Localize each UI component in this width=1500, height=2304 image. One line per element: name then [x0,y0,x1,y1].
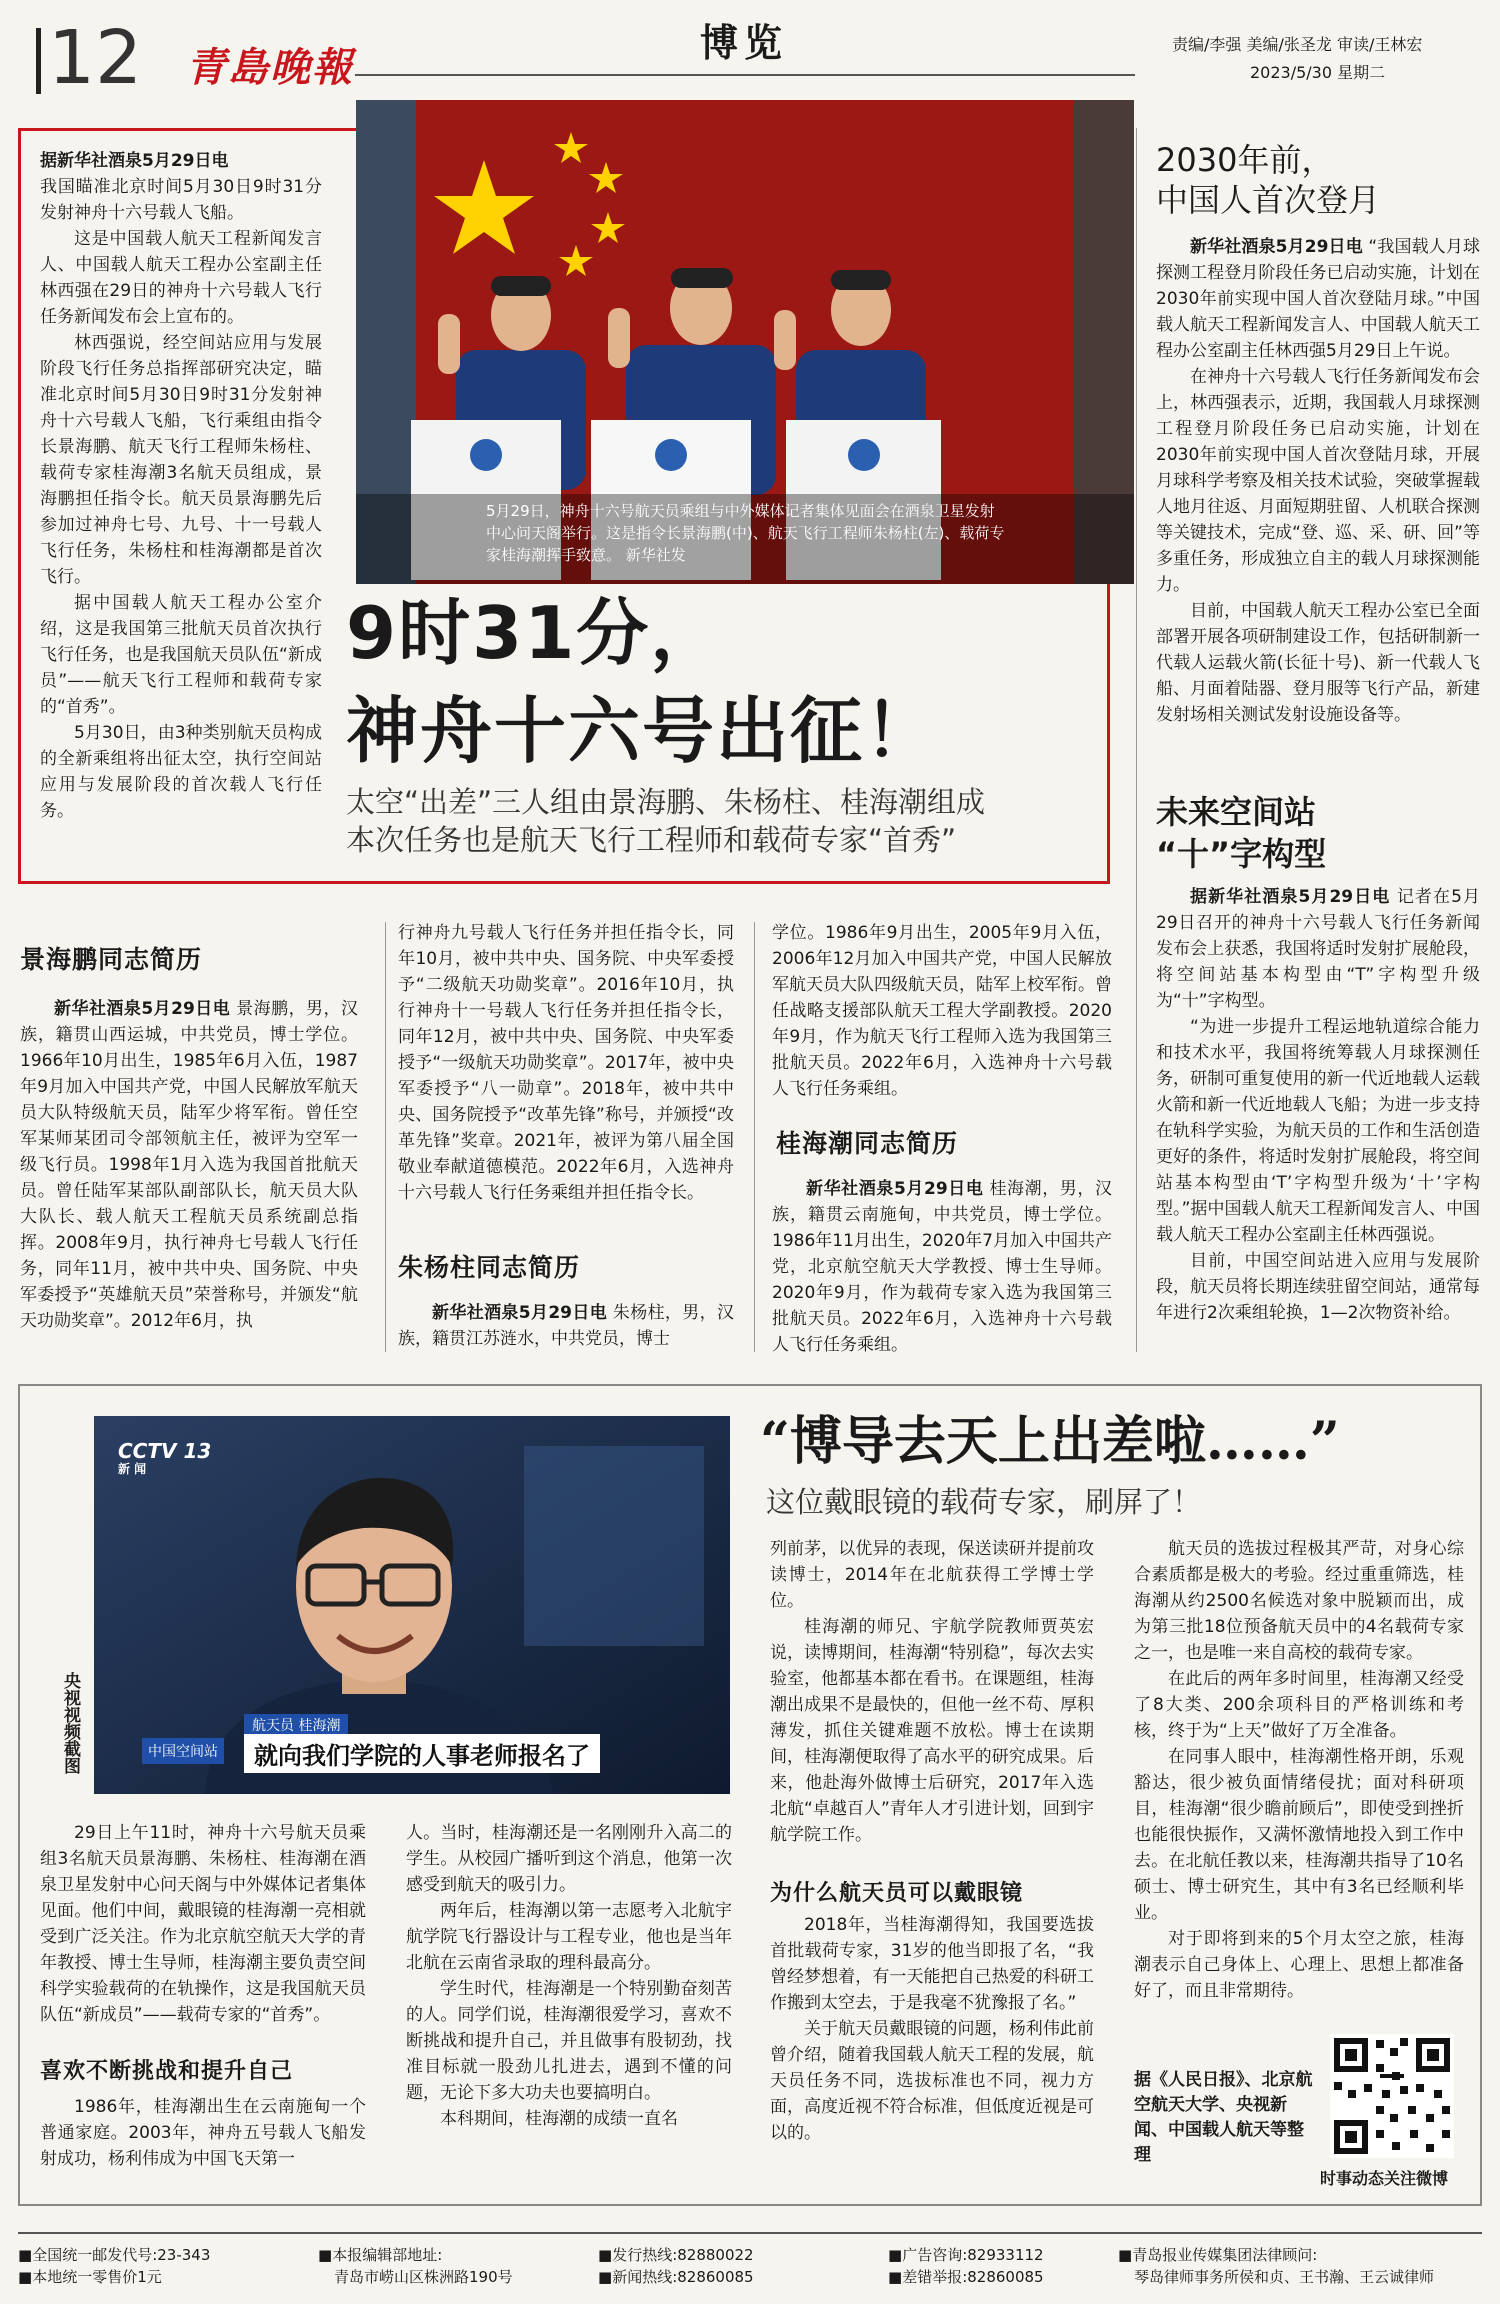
feature-col1-after [40,2094,366,2172]
lead-intro-column [40,148,322,824]
bio-gui-lead: 桂海潮，男，汉族，籍贯云南施甸，中共党员，博士学位。1986年11月出生，2020年7月加入中国共产党，北京航空航天大学教授、博士生导师。2020年9月，作为载荷专家入选为我国第三批航天员。2022年6月，入选神舟十六号载人飞行任务乘组。 [772,1179,1112,1355]
feature-col3-after-p2: 关于航天员戴眼镜的问题，杨利伟此前曾介绍，随着我国载人航天工程的发展，航天员任务不同，选拔标准也不同，视力方面，高度近视不符合标准，但低度近视是可以的。 [770,2019,1094,2143]
station-story-body [1156,884,1480,1326]
moon-lead: “我国载人月球探测工程登月阶段任务已启动实施，计划在2030年前实现中国人首次登陆月球。”中国载人航天工程新闻发言人、中国载人航天工程办公室副主任林西强5月29日上午说。 [1156,237,1480,361]
paper-name-logo: 青島晚報 [186,44,354,91]
footer-rule [18,2232,1482,2234]
footer-address-label: ■本报编辑部地址: [318,2246,443,2264]
feature-col3 [770,1536,1094,1848]
qr-code-icon [1330,2034,1454,2158]
bio-zhu-continued [772,920,1112,1102]
feature-col2-p2: 两年后，桂海潮以第一志愿考入北航宇航学院飞行器设计与工程专业，他也是当年北航在云南省录取的理科最高分。 [406,1901,732,1973]
cctv-logo [118,1440,211,1476]
lead-intro-p3: 林西强说，经空间站应用与发展阶段飞行任务总指挥部研究决定，瞄准北京时间5月30日9时31分发射神舟十六号载人飞船，飞行乘组由指令长景海鹏、航天飞行工程师朱杨柱、载荷专家桂海潮3名航天员组成，景海鹏担任指令长。航天员景海鹏先后参加过神舟七号、九号、十一号载人飞行任务，朱杨柱和桂海潮都是首次飞行。 [40,333,322,587]
photo-credit-vertical: 央视视频截图 [60,1672,80,1774]
page-number: 12 [48,15,143,101]
footer-distribution-hotline: ■发行热线:82880022 [598,2246,754,2264]
feature-col4 [1134,1536,1464,2004]
footer-address: 青岛市崂山区株洲路190号 [334,2268,513,2286]
lead-photo-caption: 5月29日，神舟十六号航天员乘组与中外媒体记者集体见面会在酒泉卫星发射中心问天阁举行。这是指令长景海鹏(中)、航天飞行工程师朱杨柱(左)、载荷专家桂海潮挥手致意。 新华社发 [486,502,1005,564]
feature-col1 [40,1820,366,2028]
cctv-logo-text: CCTV 13 [118,1439,212,1463]
bio-zhu-body [398,1300,734,1352]
lead-deck-line1: 太空“出差”三人组由景海鹏、朱杨柱、桂海潮组成 [346,785,986,819]
feature-subhead: 这位戴眼镜的载荷专家，刷屏了！ [766,1485,1202,1519]
issue-date: 2023/5/30 星期二 [1250,63,1386,82]
feature-col3-subhead: 为什么航天员可以戴眼镜 [770,1881,1024,1906]
feature-source: 据《人民日报》、北京航空航天大学、央视新闻、中国载人航天等整理 [1134,2070,1313,2165]
lead-intro-p1: 我国瞄准北京时间5月30日9时31分发射神舟十六号载人飞船。 [40,177,322,223]
qr-code[interactable] [1330,2034,1454,2158]
bio-gui-dateline: 新华社酒泉5月29日电 [806,1179,984,1199]
feature-col2 [406,1820,732,2132]
section-title: 博览 [700,20,789,65]
station-story-title-2: “十”字构型 [1156,835,1327,873]
qr-caption: 时事动态关注微博 [1320,2169,1449,2188]
feature-col4-p3: 在同事人眼中，桂海潮性格开朗，乐观豁达，很少被负面情绪侵扰；面对科研项目，桂海潮“很少瞻前顾后”，即使受到挫折也能很快振作，又满怀激情地投入到工作中去。在北航任教以来，桂海潮共指导了10名硕士、博士研究生，其中有3名已经顺利毕业。 [1134,1747,1464,1923]
lead-headline-line1: 9时31分， [346,591,725,675]
lead-intro-p2: 这是中国载人航天工程新闻发言人、中国载人航天工程办公室副主任林西强在29日的神舟十六号载人飞行任务新闻发布会上宣布的。 [40,229,322,327]
feature-col1-p1: 29日上午11时，神舟十六号航天员乘组3名航天员景海鹏、朱杨柱、桂海潮在酒泉卫星发射中心问天阁与中外媒体记者集体见面。他们中间，戴眼镜的桂海潮一亮相就受到广泛关注。作为北京航空航天大学的青年教授、博士生导师，桂海潮主要负责空间科学实验载荷的在轨操作，这是我国航天员队伍“新成员”——载荷专家的“首秀”。 [40,1823,366,2025]
footer-col-5 [1118,2244,1482,2288]
feature-col1-after-p1: 1986年，桂海潮出生在云南施甸一个普通家庭。2003年，神舟五号载人飞船发射成功，杨利伟成为中国飞天第一 [40,2097,366,2169]
footer-col-3 [598,2244,898,2288]
bio-jing-body [20,996,358,1334]
editor-credits: 责编/李强 美编/张圣龙 审读/王林宏 [1172,35,1423,54]
moon-story-body [1156,234,1480,728]
feature-col4-p4: 对于即将到来的5个月太空之旅，桂海潮表示自己身体上、心理上、思想上都准备好了，而且非常期待。 [1134,1929,1464,2001]
lead-deck-line2: 本次任务也是航天飞行工程师和载荷专家“首秀” [346,823,957,857]
tv-subtitle: 就向我们学院的人事老师报名了 [244,1734,600,1773]
station-p2: 目前，中国空间站进入应用与发展阶段，航天员将长期连续驻留空间站，通常每年进行2次乘组轮换，1—2次物资补给。 [1156,1251,1480,1323]
header-rule [355,74,1135,76]
bios-divider-1 [385,922,386,1352]
cctv-logo-sub: 新 闻 [118,1462,147,1476]
feature-col4-p1: 航天员的选拔过程极其严苛，对身心综合素质都是极大的考验。经过重重筛选，桂海潮从约2500名候选对象中脱颖而出，成为第三批18位预备航天员中的4名载荷专家之一，也是唯一来自高校的载荷专家。 [1134,1539,1464,1663]
bio-zhu-cont-text: 学位。1986年9月出生，2005年9月入伍，2006年12月加入中国共产党，中国人民解放军航天员大队四级航天员，陆军上校军衔。曾任战略支援部队航天工程大学副教授。2020年9月，作为航天飞行工程师入选为我国第三批航天员。2022年6月，入选神舟十六号载人飞行任务乘组。 [772,923,1112,1099]
feature-col3-p1: 列前茅，以优异的表现，保送读研并提前攻读博士，2014年在北航获得工学博士学位。 [770,1539,1094,1611]
bios-divider-2 [754,922,755,1352]
lead-headline-line2: 神舟十六号出征！ [346,689,939,773]
footer-col-2 [318,2244,618,2288]
footer-price: ■本地统一零售价1元 [18,2268,162,2286]
feature-col2-p3: 学生时代，桂海潮是一个特别勤奋刻苦的人。同学们说，桂海潮很爱学习，喜欢不断挑战和提升自己，并且做事有股韧劲，找准目标就一股劲儿扎进去，遇到不懂的问题，无论下多大功夫也要搞明白。 [406,1979,732,2103]
bio-gui-body [772,1176,1112,1358]
bio-jing-continued [398,920,734,1206]
bio-jing-lead: 景海鹏，男，汉族，籍贯山西运城，中共党员，博士学位。1966年10月出生，1985年6月入伍，1987年9月加入中国共产党，中国人民解放军航天员大队特级航天员，陆军少将军衔。曾任空军某师某团司令部领航主任，被评为空军一级飞行员。1998年1月入选为我国首批航天员。曾任陆军某部队副部队长，航天员大队大队长、载人航天工程航天员系统副总指挥。2008年9月，执行神舟七号载人飞行任务，同年11月，被中共中央、国务院、中央军委授予“英雄航天员”荣誉称号，并颁发“航天功勋奖章”。2012年6月，执 [20,999,358,1331]
moon-p1: 在神舟十六号载人飞行任务新闻发布会上，林西强表示，近期，我国载人月球探测工程登月阶段任务已启动实施，计划在2030年前实现中国人首次登陆月球，开展月球科学考察及相关技术试验，突破掌握载人地月往返、月面短期驻留、人机联合探测等关键技术，完成“登、巡、采、研、回”等多重任务，形成独立自主的载人月球探测能力。 [1156,367,1480,595]
tv-name-tag: 航天员 桂海潮 [244,1714,348,1736]
station-story-title-1: 未来空间站 [1156,793,1317,831]
footer-col-4 [888,2244,1108,2288]
moon-story-title-1: 2030年前， [1156,141,1334,179]
bio-jing-cont-text: 行神舟九号载人飞行任务并担任指令长，同年10月，被中共中央、国务院、中央军委授予“二级航天功勋奖章”。2016年10月，执行神舟十一号载人飞行任务并担任指令长，同年12月，被中共中央、国务院、中央军委授予“一级航天功勋奖章”。2017年，被中央军委授予“八一勋章”。2018年，被中共中央、国务院授予“改革先锋”称号，并颁授“改革先锋”奖章。2021年，被评为第八届全国敬业奉献道德模范。2022年6月，入选神舟十六号载人飞行任务乘组并担任指令长。 [398,923,734,1203]
footer-news-hotline: ■新闻热线:82860085 [598,2268,754,2286]
bio-jing-title: 景海鹏同志简历 [20,945,203,974]
footer [18,2244,1482,2294]
station-p1: “为进一步提升工程运地轨道综合能力和技术水平，我国将统筹载人月球探测任务，研制可重复使用的新一代近地载人运载火箭和新一代近地载人飞船；为进一步支持在轨科学实验，为航天员的工作和生活创造更好的条件，将适时发射扩展舱段，将空间站基本构型由‘T’字构型升级为‘十’字构型。”据中国载人航天工程新闻发言人、中国载人航天工程办公室副主任林西强说。 [1156,1017,1480,1245]
bio-gui-title: 桂海潮同志简历 [776,1129,959,1158]
station-lead: 记者在5月29日召开的神舟十六号载人飞行任务新闻发布会上获悉，我国将适时发射扩展舱段，将空间站基本构型由“T”字构型升级为“十”字构型。 [1156,887,1480,1011]
tv-channel-tag: 中国空间站 [142,1738,224,1764]
bios-divider-3 [1136,128,1137,1352]
feature-col3-after [770,1912,1094,2146]
moon-dateline: 新华社酒泉5月29日电 [1190,237,1363,257]
page-number-bar [36,28,41,94]
footer-error-report: ■差错举报:82860085 [888,2268,1044,2286]
footer-legal-counsel: 琴岛律师事务所侯和贞、王书瀚、王云诚律师 [1134,2268,1435,2286]
lead-dateline: 据新华社酒泉5月29日电 [40,151,229,171]
lead-intro-p4: 据中国载人航天工程办公室介绍，这是我国第三批航天员首次执行飞行任务，也是我国航天员队伍“新成员”——航天飞行工程师和载荷专家的“首秀”。 [40,593,322,717]
page-header [0,0,1500,101]
station-dateline: 据新华社酒泉5月29日电 [1190,887,1391,907]
footer-ad-inquiry: ■广告咨询:82933112 [888,2246,1044,2264]
moon-story-title-2: 中国人首次登月 [1156,181,1381,219]
feature-headline: “博导去天上出差啦……” [760,1411,1340,1472]
feature-col3-p2: 桂海潮的师兄、宇航学院教师贾英宏说，读博期间，桂海潮“特别稳”，每次去实验室，他都基本都在看书。在课题组，桂海潮出成果不是最快的，但他一丝不苟、厚积薄发，抓住关键难题不放松。博士在读期间，桂海潮便取得了高水平的研究成果。后来，他赴海外做博士后研究，2017年入选北航“卓越百人”青年人才引进计划，回到宇航学院工作。 [770,1617,1094,1845]
bio-zhu-dateline: 新华社酒泉5月29日电 [432,1303,608,1323]
bio-zhu-lead: 朱杨柱，男，汉族，籍贯江苏涟水，中共党员，博士 [398,1303,734,1349]
lead-intro-p5: 5月30日，由3种类别航天员构成的全新乘组将出征太空，执行空间站应用与发展阶段的首次载人飞行任务。 [40,723,322,821]
tv-screenshot [94,1416,730,1794]
bio-jing-dateline: 新华社酒泉5月29日电 [54,999,231,1019]
feature-col4-p2: 在此后的两年多时间里，桂海潮又经受了8大类、200余项科目的严格训练和考核，终于为“上天”做好了万全准备。 [1134,1669,1464,1741]
lead-photo [356,100,1134,584]
feature-col2-p1: 人。当时，桂海潮还是一名刚刚升入高二的学生。从校园广播听到这个消息，他第一次感受到航天的吸引力。 [406,1823,732,1895]
feature-col1-subhead: 喜欢不断挑战和提升自己 [40,2059,294,2084]
moon-p2: 目前，中国载人航天工程办公室已全面部署开展各项研制建设工作，包括研制新一代载人运载火箭(长征十号)、新一代载人飞船、月面着陆器、登月服等飞行产品，新建发射场相关测试发射设施设备等。 [1156,601,1480,725]
feature-col2-p4: 本科期间，桂海潮的成绩一直名 [440,2109,678,2129]
footer-legal-counsel-label: ■青岛报业传媒集团法律顾问: [1118,2246,1318,2264]
feature-col3-after-p1: 2018年，当桂海潮得知，我国要选拔首批载荷专家，31岁的他当即报了名，“我曾经梦想着，有一天能把自己热爱的科研工作搬到太空去，于是我毫不犹豫报了名。” [770,1915,1094,2013]
bio-zhu-title: 朱杨柱同志简历 [398,1253,581,1282]
footer-col-1 [18,2244,318,2288]
footer-postal-code: ■全国统一邮发代号:23-343 [18,2246,211,2264]
